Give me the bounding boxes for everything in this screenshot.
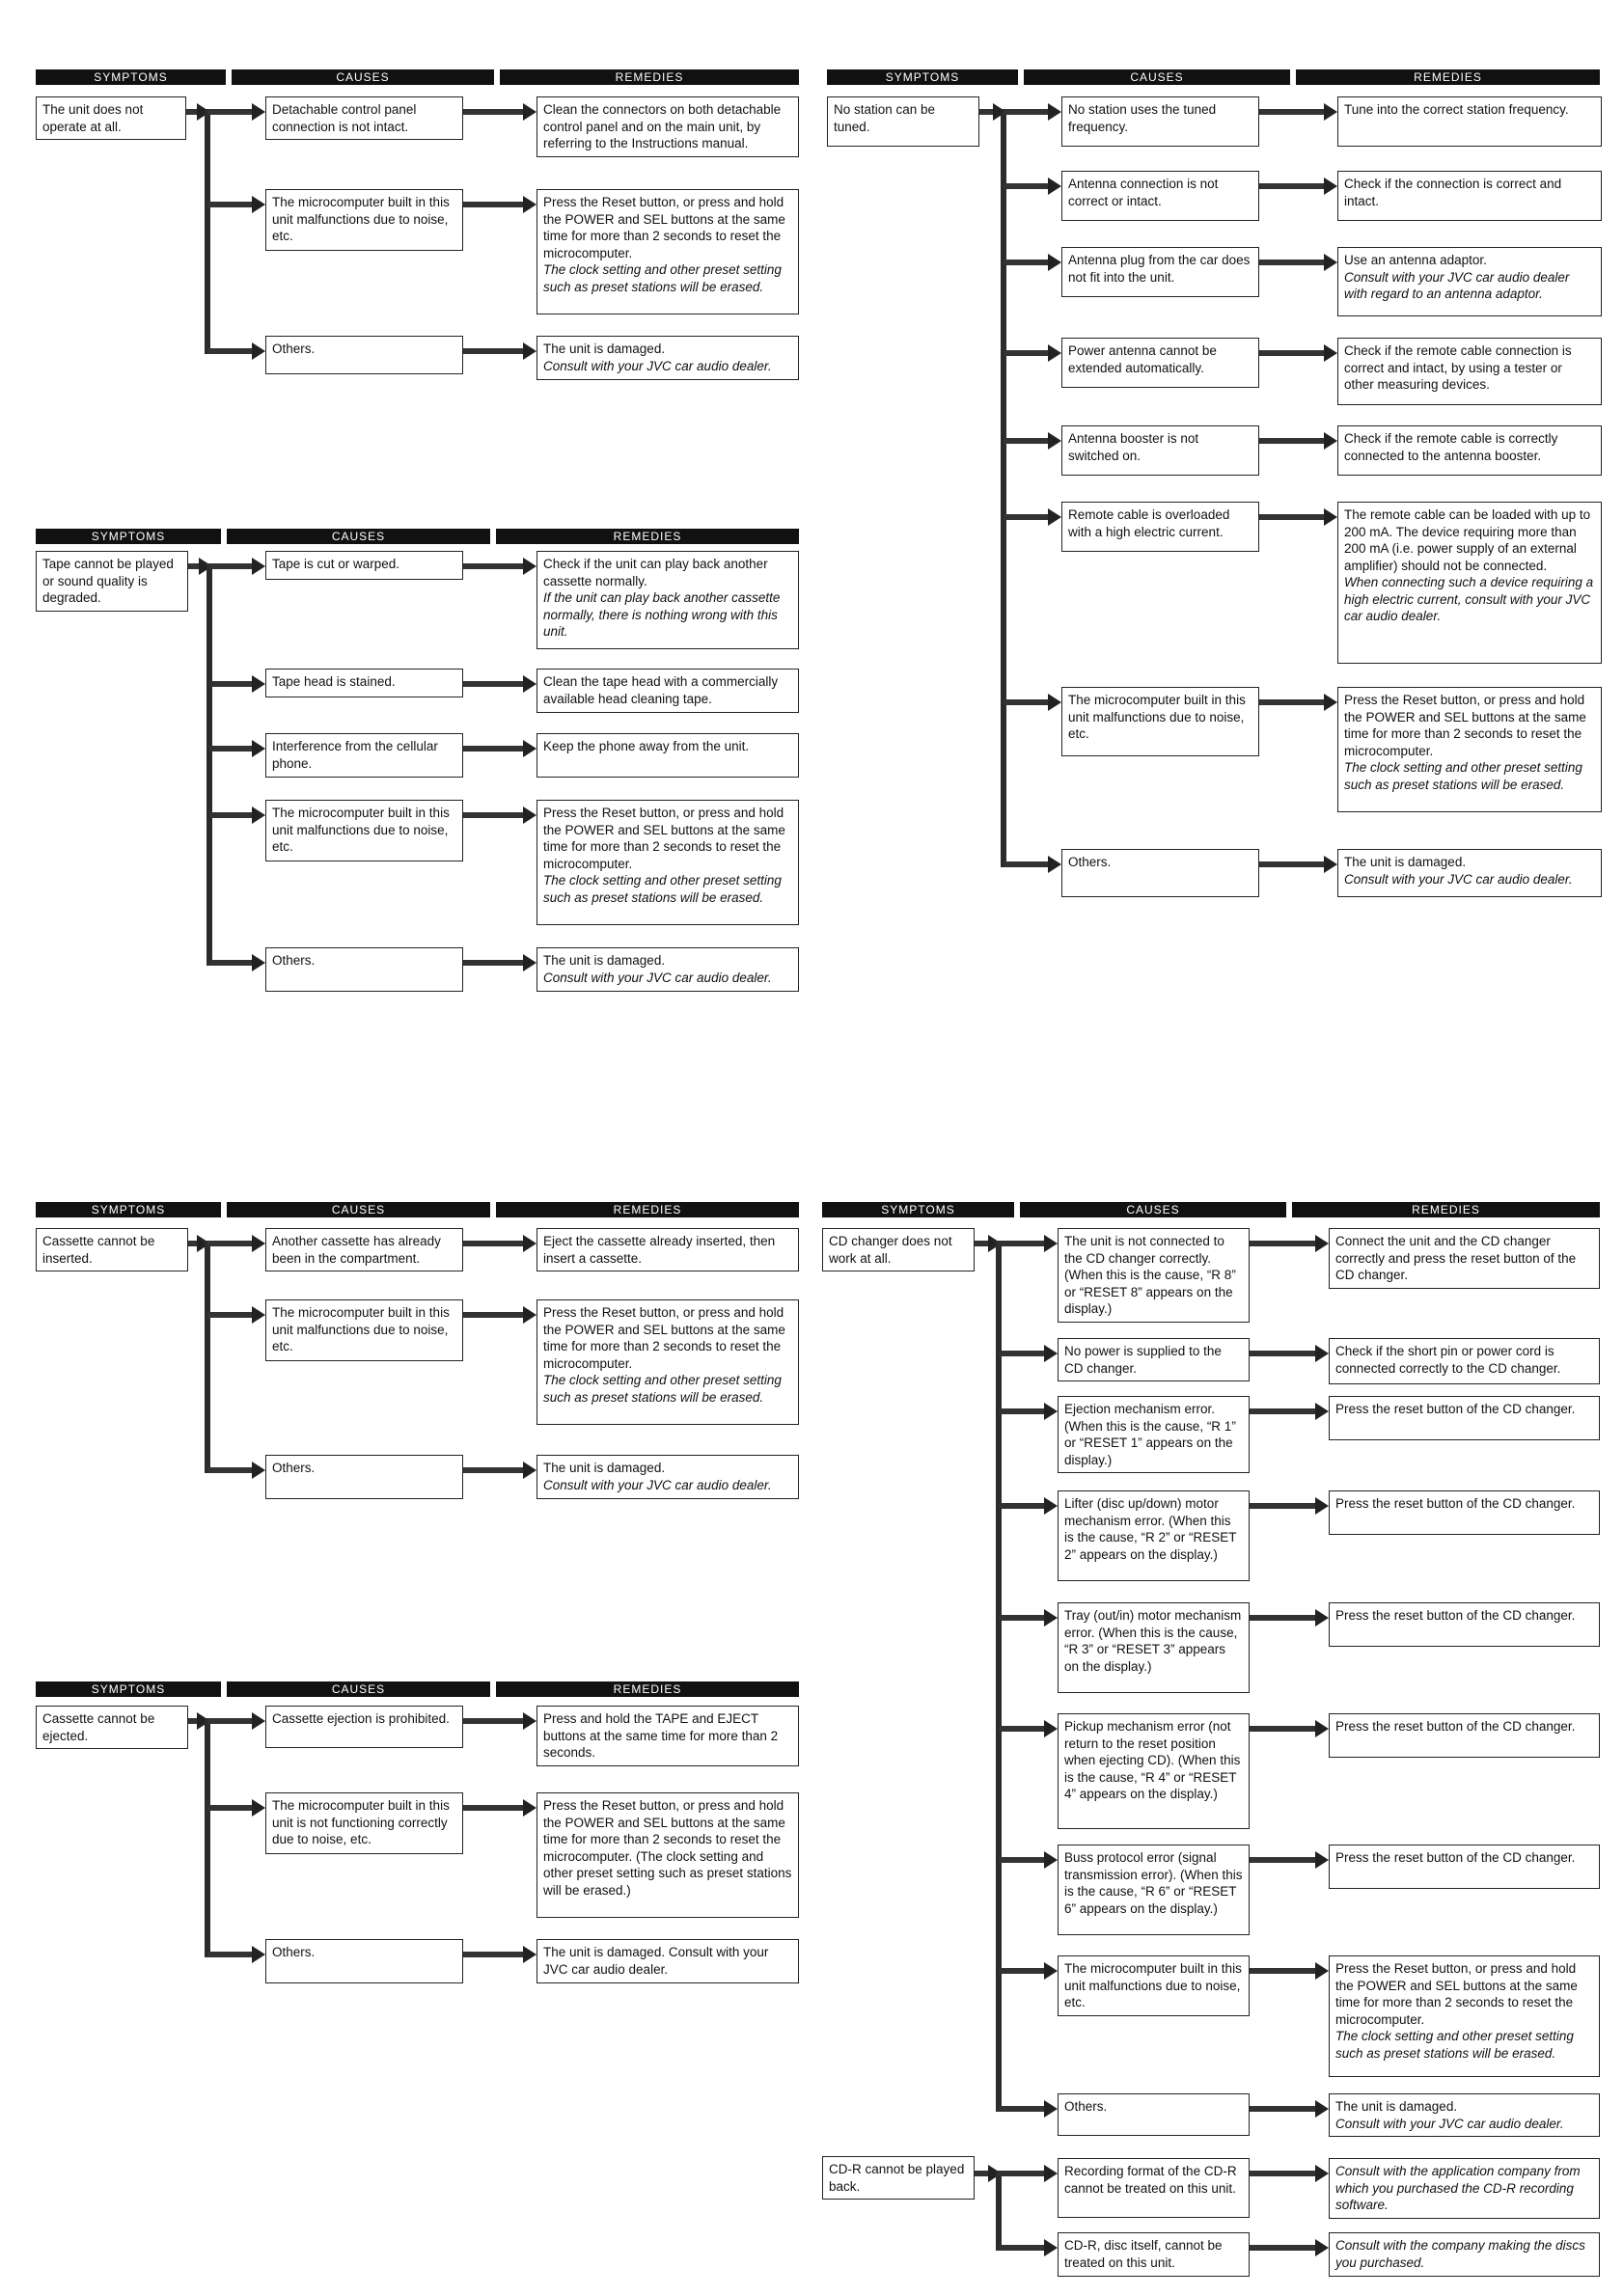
symptom-text: CD changer does not work at all. [829,1234,952,1266]
symptom-text: No station can be tuned. [834,102,936,134]
symptom-box [36,96,186,140]
remedy-text: Press the Reset button, or press and hold the POWER and SEL buttons at the same time for more than 2 seconds to reset the microcomputer. [543,195,785,260]
cause-arrow [999,1609,1058,1626]
remedy-box [536,1299,799,1425]
remedy-note: Consult with the company making the discs you purchased. [1335,2238,1585,2270]
header-symptoms: SYMPTOMS [36,529,221,544]
remedy-box [1337,687,1602,812]
cause-arrow [1004,344,1061,362]
header-remedies: REMEDIES [496,529,799,544]
remedy-note: If the unit can play back another cassette normally, there is nothing wrong with this unit. [543,590,781,639]
cause-arrow [1004,508,1061,526]
cause-arrow [999,1851,1058,1869]
remedy-text: The unit is damaged. [1335,2099,1458,2114]
cause-text: Buss protocol error (signal transmission error). (When this is the cause, “R 6” or “RESET 6” appears on the display.) [1064,1850,1243,1916]
cause-text: Tape is cut or warped. [272,557,400,571]
cause-text: CD-R, disc itself, cannot be treated on this unit. [1064,2238,1223,2270]
remedy-text: Press the Reset button, or press and hold the POWER and SEL buttons at the same time for more than 2 seconds to reset the microcomputer. [543,806,785,871]
remedy-arrow [463,675,536,693]
header-causes: CAUSES [1024,69,1290,85]
cause-arrow [207,1946,265,1963]
remedy-box [1337,247,1602,316]
remedy-note: Consult with your JVC car audio dealer. [543,358,772,373]
remedy-box [536,800,799,925]
cause-text: The microcomputer built in this unit malfunctions due to noise, etc. [1064,1961,1242,2009]
cause-text: Detachable control panel connection is not intact. [272,102,417,134]
remedy-note: The clock setting and other preset setting such as preset stations will be erased. [543,1373,782,1405]
remedy-text: The unit is damaged. [543,342,666,356]
remedy-note: The clock setting and other preset setting such as preset stations will be erased. [543,873,782,905]
cause-text: Tray (out/in) motor mechanism error. (When this is the cause, “R 3” or “RESET 3” appears on the display.) [1064,1608,1242,1674]
cause-arrow [1004,694,1061,711]
remedy-arrow [1250,1403,1329,1420]
cause-arrow [999,1962,1058,1980]
remedy-arrow [1250,2239,1329,2256]
remedy-arrow [463,196,536,213]
header-causes: CAUSES [227,1681,490,1697]
remedy-arrow [1259,344,1337,362]
remedy-box [536,1228,799,1271]
remedy-note: Consult with your JVC car audio dealer. [543,970,772,985]
cause-text: The microcomputer built in this unit malfunctions due to noise, etc. [272,806,450,854]
remedy-box [1329,1396,1600,1440]
branch-trunk [1001,109,1006,867]
remedy-text: Clean the connectors on both detachable control panel and on the main unit, by referring to the Instructions manual. [543,102,782,150]
remedy-box [536,1792,799,1918]
cause-box [1058,1713,1250,1829]
cause-box [1061,96,1259,147]
remedy-arrow [1250,1962,1329,1980]
symptom-box [36,1706,188,1749]
remedy-text: Press the reset button of the CD changer. [1335,1850,1576,1865]
cause-text: Others. [272,1945,316,1959]
remedy-box [536,336,799,380]
cause-box [265,947,463,992]
remedy-text: The unit is damaged. [543,1461,666,1475]
remedy-arrow [1250,2165,1329,2182]
remedy-arrow [463,103,536,121]
remedy-arrow [463,806,536,824]
cause-text: Others. [272,342,316,356]
cause-arrow [207,196,265,213]
remedy-box [1329,1490,1600,1535]
remedy-text: Connect the unit and the CD changer correctly and press the reset button of the CD changer. [1335,1234,1577,1282]
header-symptoms: SYMPTOMS [36,1681,221,1697]
header-remedies: REMEDIES [1292,1202,1600,1217]
symptom-box [822,1228,975,1271]
cause-box [1058,2093,1250,2136]
cause-box [265,1228,463,1271]
remedy-box [536,733,799,778]
cause-arrow [207,1712,265,1730]
cause-box [265,1706,463,1748]
cause-box [1061,171,1259,221]
cause-arrow [1004,432,1061,450]
cause-text: The microcomputer built in this unit malfunctions due to noise, etc. [272,1305,450,1353]
cause-text: No power is supplied to the CD changer. [1064,1344,1222,1376]
remedy-text: Check if the connection is correct and intact. [1344,177,1562,208]
cause-box [265,669,463,697]
cause-arrow [207,1235,265,1252]
cause-box [265,551,463,580]
remedy-box [536,551,799,649]
remedy-arrow [463,1712,536,1730]
cause-arrow [209,675,265,693]
header-causes: CAUSES [227,1202,490,1217]
cause-arrow [1004,178,1061,195]
header-causes: CAUSES [227,529,490,544]
remedy-box [1337,171,1602,221]
remedy-box [1329,2232,1600,2277]
cause-arrow [1004,856,1061,873]
remedy-box [536,1939,799,1983]
header-remedies: REMEDIES [496,1681,799,1697]
cause-box [265,336,463,374]
cause-arrow [999,1345,1058,1362]
remedy-arrow [463,1946,536,1963]
header-symptoms: SYMPTOMS [827,69,1018,85]
cause-box [1058,1845,1250,1935]
cause-arrow [999,1235,1058,1252]
symptom-box [36,551,188,612]
cause-text: The microcomputer built in this unit malfunctions due to noise, etc. [272,195,450,243]
cause-text: Pickup mechanism error (not return to the reset position when ejecting CD). (When this is the cause, “R 4” or “RESET 4” appears on the display.) [1064,1719,1241,1801]
header-symptoms: SYMPTOMS [822,1202,1014,1217]
cause-box [1058,1490,1250,1581]
cause-text: The microcomputer built in this unit is not functioning correctly due to noise, etc. [272,1798,450,1846]
remedy-text: Eject the cassette already inserted, then insert a cassette. [543,1234,776,1266]
remedy-text: Press the Reset button, or press and hold the POWER and SEL buttons at the same time for more than 2 seconds to reset the microcomputer. [543,1305,785,1371]
header-causes: CAUSES [232,69,494,85]
symptom-box [827,96,979,147]
remedy-text: Press the reset button of the CD changer. [1335,1496,1576,1511]
cause-box [265,1792,463,1854]
cause-arrow [1004,103,1061,121]
remedy-box [536,947,799,992]
cause-arrow [207,1799,265,1817]
remedy-box [536,189,799,314]
remedy-text: Keep the phone away from the unit. [543,739,750,753]
remedy-text: Press and hold the TAPE and EJECT buttons at the same time for more than 2 seconds. [543,1711,779,1760]
remedy-note: Consult with the application company from which you purchased the CD-R recording software. [1335,2164,1581,2212]
cause-text: Another cassette has already been in the compartment. [272,1234,441,1266]
header-causes: CAUSES [1020,1202,1286,1217]
cause-text: Ejection mechanism error. (When this is the cause, “R 1” or “RESET 1” appears on the display.) [1064,1402,1236,1467]
branch-trunk [206,563,212,966]
remedy-text: Press the Reset button, or press and hold the POWER and SEL buttons at the same time for more than 2 seconds to reset the microcomputer. [1344,693,1586,758]
remedy-arrow [463,1462,536,1479]
cause-box [1061,338,1259,388]
remedy-text: Press the reset button of the CD changer. [1335,1608,1576,1623]
remedy-arrow [463,1799,536,1817]
symptom-text: CD-R cannot be played back. [829,2162,965,2194]
cause-box [1058,2232,1250,2277]
branch-trunk [205,1241,210,1473]
remedy-arrow [1259,508,1337,526]
remedy-box [1337,338,1602,405]
cause-box [1058,1228,1250,1323]
cause-text: The unit is not connected to the CD changer correctly. (When this is the cause, “R 8” or “RESET 8” appears on the display.) [1064,1234,1236,1316]
remedy-box [1329,2158,1600,2219]
remedy-arrow [1259,432,1337,450]
cause-text: Cassette ejection is prohibited. [272,1711,450,1726]
cause-text: No station uses the tuned frequency. [1068,102,1217,134]
remedy-box [536,96,799,157]
remedy-arrow [463,1235,536,1252]
cause-arrow [999,1720,1058,1737]
remedy-note: The clock setting and other preset setting such as preset stations will be erased. [1335,2029,1574,2061]
cause-arrow [999,2165,1058,2182]
cause-arrow [209,954,265,971]
cause-text: Antenna plug from the car does not fit into the unit. [1068,253,1251,285]
cause-arrow [1004,254,1061,271]
header-symptoms: SYMPTOMS [36,69,226,85]
header-remedies: REMEDIES [1296,69,1600,85]
remedy-arrow [1250,1345,1329,1362]
symptom-text: The unit does not operate at all. [42,102,144,134]
header-remedies: REMEDIES [500,69,799,85]
remedy-text: Press the Reset button, or press and hold the POWER and SEL buttons at the same time for more than 2 seconds to reset the microcomputer. (The clock setting and other preset setting such as preset stations will be erased.) [543,1798,792,1898]
cause-arrow [207,1306,265,1324]
cause-text: Antenna connection is not correct or intact. [1068,177,1219,208]
remedy-box [536,1455,799,1499]
cause-box [1058,1338,1250,1381]
cause-box [1061,247,1259,297]
remedy-box [1329,1845,1600,1889]
remedy-arrow [463,558,536,575]
remedy-box [1337,425,1602,476]
cause-text: Recording format of the CD-R cannot be treated on this unit. [1064,2164,1237,2196]
cause-arrow [209,740,265,757]
remedy-text: The unit is damaged. Consult with your JVC car audio dealer. [543,1945,769,1977]
cause-text: Lifter (disc up/down) motor mechanism error. (When this is the cause, “R 2” or “RESET 2” appears on the display.) [1064,1496,1237,1562]
remedy-box [536,669,799,713]
cause-box [1061,425,1259,476]
remedy-text: Press the reset button of the CD changer. [1335,1719,1576,1734]
cause-arrow [999,1403,1058,1420]
remedy-arrow [1259,694,1337,711]
remedy-note: Consult with your JVC car audio dealer with regard to an antenna adaptor. [1344,269,1570,301]
cause-box [1058,1955,1250,2016]
remedy-arrow [463,342,536,360]
remedy-text: Clean the tape head with a commercially available head cleaning tape. [543,674,779,706]
remedy-text: The remote cable can be loaded with up to 200 mA. The device requiring more than 200 mA (i.e. power supply of an external amplifier) should not be connected. [1344,507,1591,573]
symptom-text: Tape cannot be played or sound quality is degraded. [42,557,174,605]
remedy-box [1329,1602,1600,1647]
cause-box [265,189,463,251]
symptom-box [36,1228,188,1271]
remedy-text: Use an antenna adaptor. [1344,253,1487,267]
remedy-arrow [1259,254,1337,271]
remedy-arrow [1250,1720,1329,1737]
remedy-arrow [1250,1235,1329,1252]
remedy-arrow [1259,103,1337,121]
remedy-text: Press the reset button of the CD changer. [1335,1402,1576,1416]
remedy-arrow [1250,2100,1329,2118]
remedy-text: Check if the unit can play back another cassette normally. [543,557,768,588]
remedy-arrow [463,954,536,971]
cause-box [1061,687,1259,756]
cause-text: Remote cable is overloaded with a high electric current. [1068,507,1230,539]
cause-arrow [207,103,265,121]
remedy-arrow [1259,856,1337,873]
remedy-text: Check if the short pin or power cord is connected correctly to the CD changer. [1335,1344,1561,1376]
branch-trunk [205,1718,210,1957]
cause-box [1061,849,1259,897]
branch-trunk [996,1241,1002,2112]
remedy-arrow [463,1306,536,1324]
branch-trunk [996,2171,1002,2251]
remedy-text: Check if the remote cable connection is correct and intact, by using a tester or other measuring devices. [1344,343,1572,392]
remedy-arrow [1250,1609,1329,1626]
remedy-note: Consult with your JVC car audio dealer. [543,1477,772,1492]
remedy-note: Consult with your JVC car audio dealer. [1335,2116,1564,2131]
cause-arrow [999,2100,1058,2118]
remedy-box [1329,1955,1600,2077]
header-remedies: REMEDIES [496,1202,799,1217]
remedy-text: Press the Reset button, or press and hold the POWER and SEL buttons at the same time for more than 2 seconds to reset the microcomputer. [1335,1961,1578,2027]
cause-text: Tape head is stained. [272,674,396,689]
cause-text: Antenna booster is not switched on. [1068,431,1199,463]
cause-box [265,1299,463,1361]
remedy-box [536,1706,799,1766]
cause-box [265,1939,463,1983]
cause-box [265,1455,463,1499]
cause-text: Power antenna cannot be extended automatically. [1068,343,1217,375]
cause-arrow [209,806,265,824]
symptom-box [822,2156,975,2200]
cause-box [1058,1396,1250,1473]
header-symptoms: SYMPTOMS [36,1202,221,1217]
remedy-box [1329,2093,1600,2137]
remedy-arrow [1250,1851,1329,1869]
remedy-note: Consult with your JVC car audio dealer. [1344,871,1573,887]
remedy-box [1337,502,1602,664]
remedy-note: The clock setting and other preset setting such as preset stations will be erased. [543,262,782,294]
remedy-arrow [1250,1497,1329,1515]
remedy-note: The clock setting and other preset setting such as preset stations will be erased. [1344,760,1582,792]
cause-text: Others. [1068,855,1112,869]
cause-text: Interference from the cellular phone. [272,739,438,771]
cause-box [265,96,463,140]
remedy-box [1337,96,1602,147]
cause-arrow [999,1497,1058,1515]
cause-box [265,733,463,778]
remedy-box [1337,849,1602,897]
remedy-box [1329,1713,1600,1758]
cause-arrow [999,2239,1058,2256]
branch-trunk [205,109,210,354]
remedy-text: Check if the remote cable is correctly connected to the antenna booster. [1344,431,1558,463]
symptom-text: Cassette cannot be inserted. [42,1234,155,1266]
cause-arrow [209,558,265,575]
remedy-text: The unit is damaged. [1344,855,1467,869]
cause-text: Others. [272,1461,316,1475]
cause-text: The microcomputer built in this unit malfunctions due to noise, etc. [1068,693,1246,741]
remedy-arrow [463,740,536,757]
remedy-text: The unit is damaged. [543,953,666,968]
cause-arrow [207,342,265,360]
cause-box [265,800,463,861]
cause-box [1058,1602,1250,1693]
remedy-box [1329,1228,1600,1289]
cause-text: Others. [272,953,316,968]
cause-arrow [207,1462,265,1479]
cause-box [1058,2158,1250,2218]
remedy-box [1329,1338,1600,1384]
cause-text: Others. [1064,2099,1108,2114]
remedy-note: When connecting such a device requiring a high electric current, consult with your JVC car audio dealer. [1344,575,1594,623]
symptom-text: Cassette cannot be ejected. [42,1711,155,1743]
remedy-text: Tune into the correct station frequency. [1344,102,1569,117]
cause-box [1061,502,1259,552]
remedy-arrow [1259,178,1337,195]
